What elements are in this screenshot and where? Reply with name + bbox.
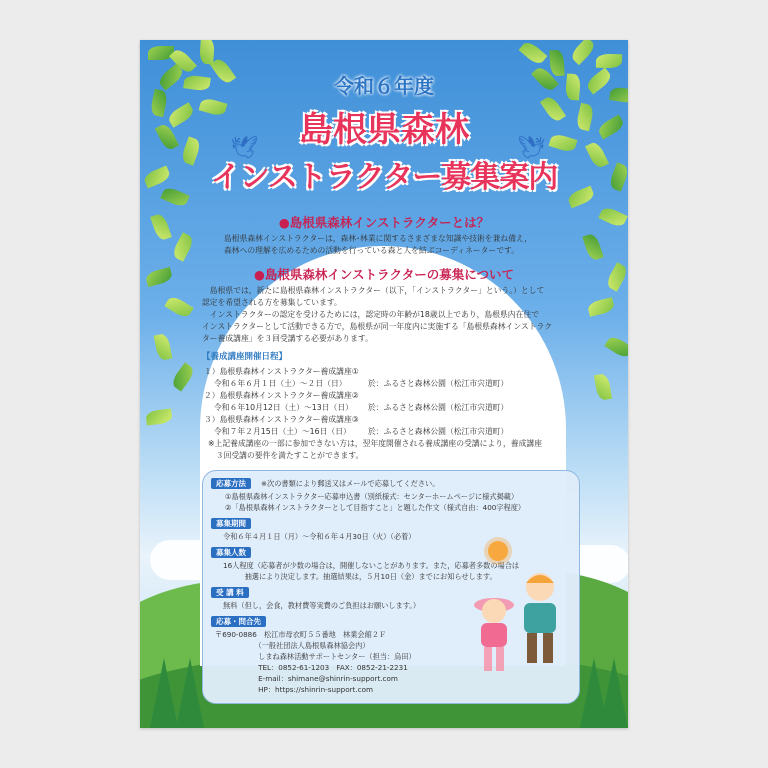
application-info-box (202, 470, 580, 704)
leaf-shape (154, 333, 173, 361)
schedule-3-place: 於：ふるさと森林公園（松江市宍道町） (368, 427, 509, 436)
leaf-shape (170, 362, 197, 391)
schedule-2-name: ２）島根県森林インストラクター養成講座② (204, 391, 359, 400)
contact-text: 〒690-0886 松江市母衣町５５番地 林業会館２Ｆ （一般社団法人島根県森林協会内） しまね森林活動サポートセンター（担当：烏田） TEL：0852-61-1203 FAX：0852-21-2231 E-mail：shimane@shinrin-support.com HP：https://shinrin-support.com (215, 630, 416, 694)
leaf-shape (596, 54, 622, 68)
schedule-1-date: 令和６年６月１日（土）～２日（日） (214, 379, 347, 388)
title-line2: インストラクター募集案内 (210, 160, 558, 195)
schedule-1-name: １）島根県森林インストラクター養成講座① (204, 367, 359, 376)
year-label: 令和６年度 (334, 74, 434, 98)
period-tag: 募集期間 (211, 518, 251, 529)
period-text: 令和６年４月１日（月）～令和６年４月30日（火）（必着） (223, 532, 416, 541)
bird-icon: 🕊 (230, 136, 258, 161)
apply-items: ①島根県森林インストラクター応募申込書（別紙様式：センターホームページに様式掲載） ②「島根県森林インストラクターとして目指すこと」と題した作文（様式自由：400字程度） (225, 492, 526, 512)
section2-heading: ●島根県森林インストラクターの募集について (253, 267, 515, 282)
schedule-1-place: 於：ふるさと森林公園（松江市宍道町） (368, 379, 509, 388)
section1-heading: ●島根県森林インストラクターとは？ (278, 215, 490, 230)
tree (600, 658, 628, 728)
apply-method-tag: 応募方法 (211, 478, 251, 489)
section2-body: 島根県では，新たに島根県森林インストラクター（以下，「インストラクター」という。）として 認定を希望される方を募集しています。 インストラクターの認定を受けるためには，認定時の年齢が18歳以上であり，島根県内在住で インストラクターとして活動できる方で，島根県が同一年度内に実施する「島根県森林インストラク ター養成講座」を３回受講する必要があります。 (202, 286, 553, 343)
sun-icon (488, 541, 508, 561)
count-tag: 募集人数 (211, 547, 251, 558)
tree (150, 658, 178, 728)
title-line1: 島根県森林 (299, 110, 469, 150)
hiking-boy-illustration (515, 569, 565, 673)
leaf-shape (587, 297, 616, 317)
schedule-heading: 【養成講座開催日程】 (202, 352, 288, 362)
hiking-girl-illustration (471, 589, 517, 677)
leaf-shape (145, 408, 173, 425)
contact-tag: 応募・問合先 (211, 616, 266, 627)
leaf-shape (164, 294, 193, 320)
leaf-shape (171, 232, 196, 262)
tree (176, 658, 204, 728)
schedule-3-date: 令和７年２月15日（土）～16日（日） (214, 427, 351, 436)
count-text: 16人程度（応募者が少数の場合は，開催しないことがあります。また，応募者多数の場合は 抽選により決定します。抽選結果は，５月10日（金）までにお知らせします。 (223, 561, 520, 581)
section1-body: 島根県森林インストラクターは，森林･林業に関するさまざまな知識や技術を兼ね備え， 森林への理解を広めるための活動を行っている森と人を結ぶコーディネーターです。 (224, 234, 533, 255)
leaf-shape (604, 334, 628, 360)
schedule-2-date: 令和６年10月12日（土）～13日（日） (214, 403, 353, 412)
leaf-shape (594, 373, 612, 401)
leaf-shape (582, 232, 603, 261)
fee-text: 無料（但し，会食，教材費等実費のご負担はお願いします。） (223, 601, 421, 610)
leaf-shape (519, 40, 548, 67)
schedule-2-place: 於：ふるさと森林公園（松江市宍道町） (368, 403, 509, 412)
leaf-shape (569, 40, 597, 65)
schedule-3-name: ３）島根県森林インストラクター養成講座③ (204, 415, 359, 424)
fee-tag: 受 講 料 (211, 587, 249, 598)
schedule-note: ※上記養成講座の一部に参加できない方は，翌年度開催される養成講座の受講により，養成講座 ３回受講の要件を満たすことができます。 (208, 439, 542, 460)
bird-icon: 🕊 (518, 136, 546, 161)
apply-intro: ※次の書類により郵送又はメールで応募してください。 (261, 479, 440, 488)
poster (140, 40, 628, 728)
